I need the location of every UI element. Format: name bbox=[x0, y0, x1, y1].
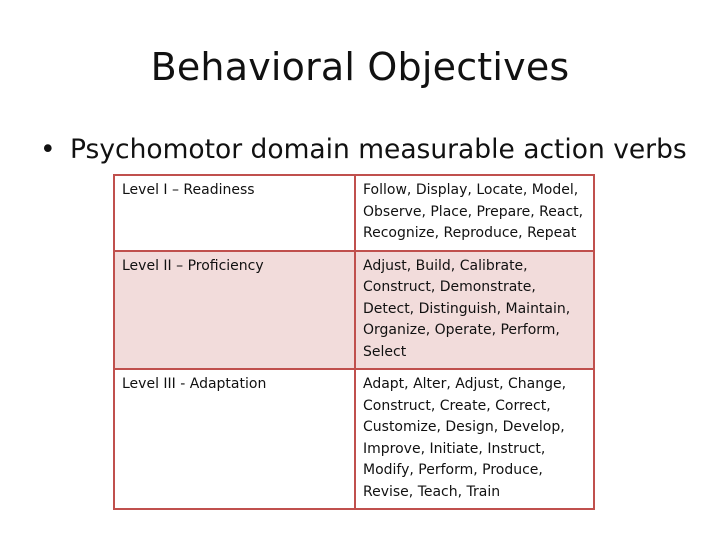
table-row-level-3 bbox=[114, 369, 594, 509]
table-row-level-1 bbox=[114, 175, 594, 251]
level-cell: Level III - Adaptation bbox=[114, 369, 355, 509]
bullet-point bbox=[40, 132, 710, 168]
verbs-cell: Adapt, Alter, Adjust, Change, Construct, Create, Correct, Customize, Design, Develop, Improve, Initiate, Instruct, Modify, Perform, Produce, Revise, Teach, Train bbox=[355, 369, 594, 509]
level-cell: Level I – Readiness bbox=[114, 175, 355, 251]
verbs-cell: Follow, Display, Locate, Model, Observe, Place, Prepare, React, Recognize, Reproduce, Repeat bbox=[355, 175, 594, 251]
action-verbs-table bbox=[113, 174, 595, 510]
bullet-icon: • bbox=[40, 134, 56, 165]
verbs-cell: Adjust, Build, Calibrate, Construct, Demonstrate, Detect, Distinguish, Maintain, Organize, Operate, Perform, Select bbox=[355, 251, 594, 370]
slide-title: Behavioral Objectives bbox=[150, 45, 570, 89]
table-row-level-2 bbox=[114, 251, 594, 370]
bullet-text: Psychomotor domain measurable action verbs bbox=[70, 134, 687, 165]
level-cell: Level II – Proficiency bbox=[114, 251, 355, 370]
